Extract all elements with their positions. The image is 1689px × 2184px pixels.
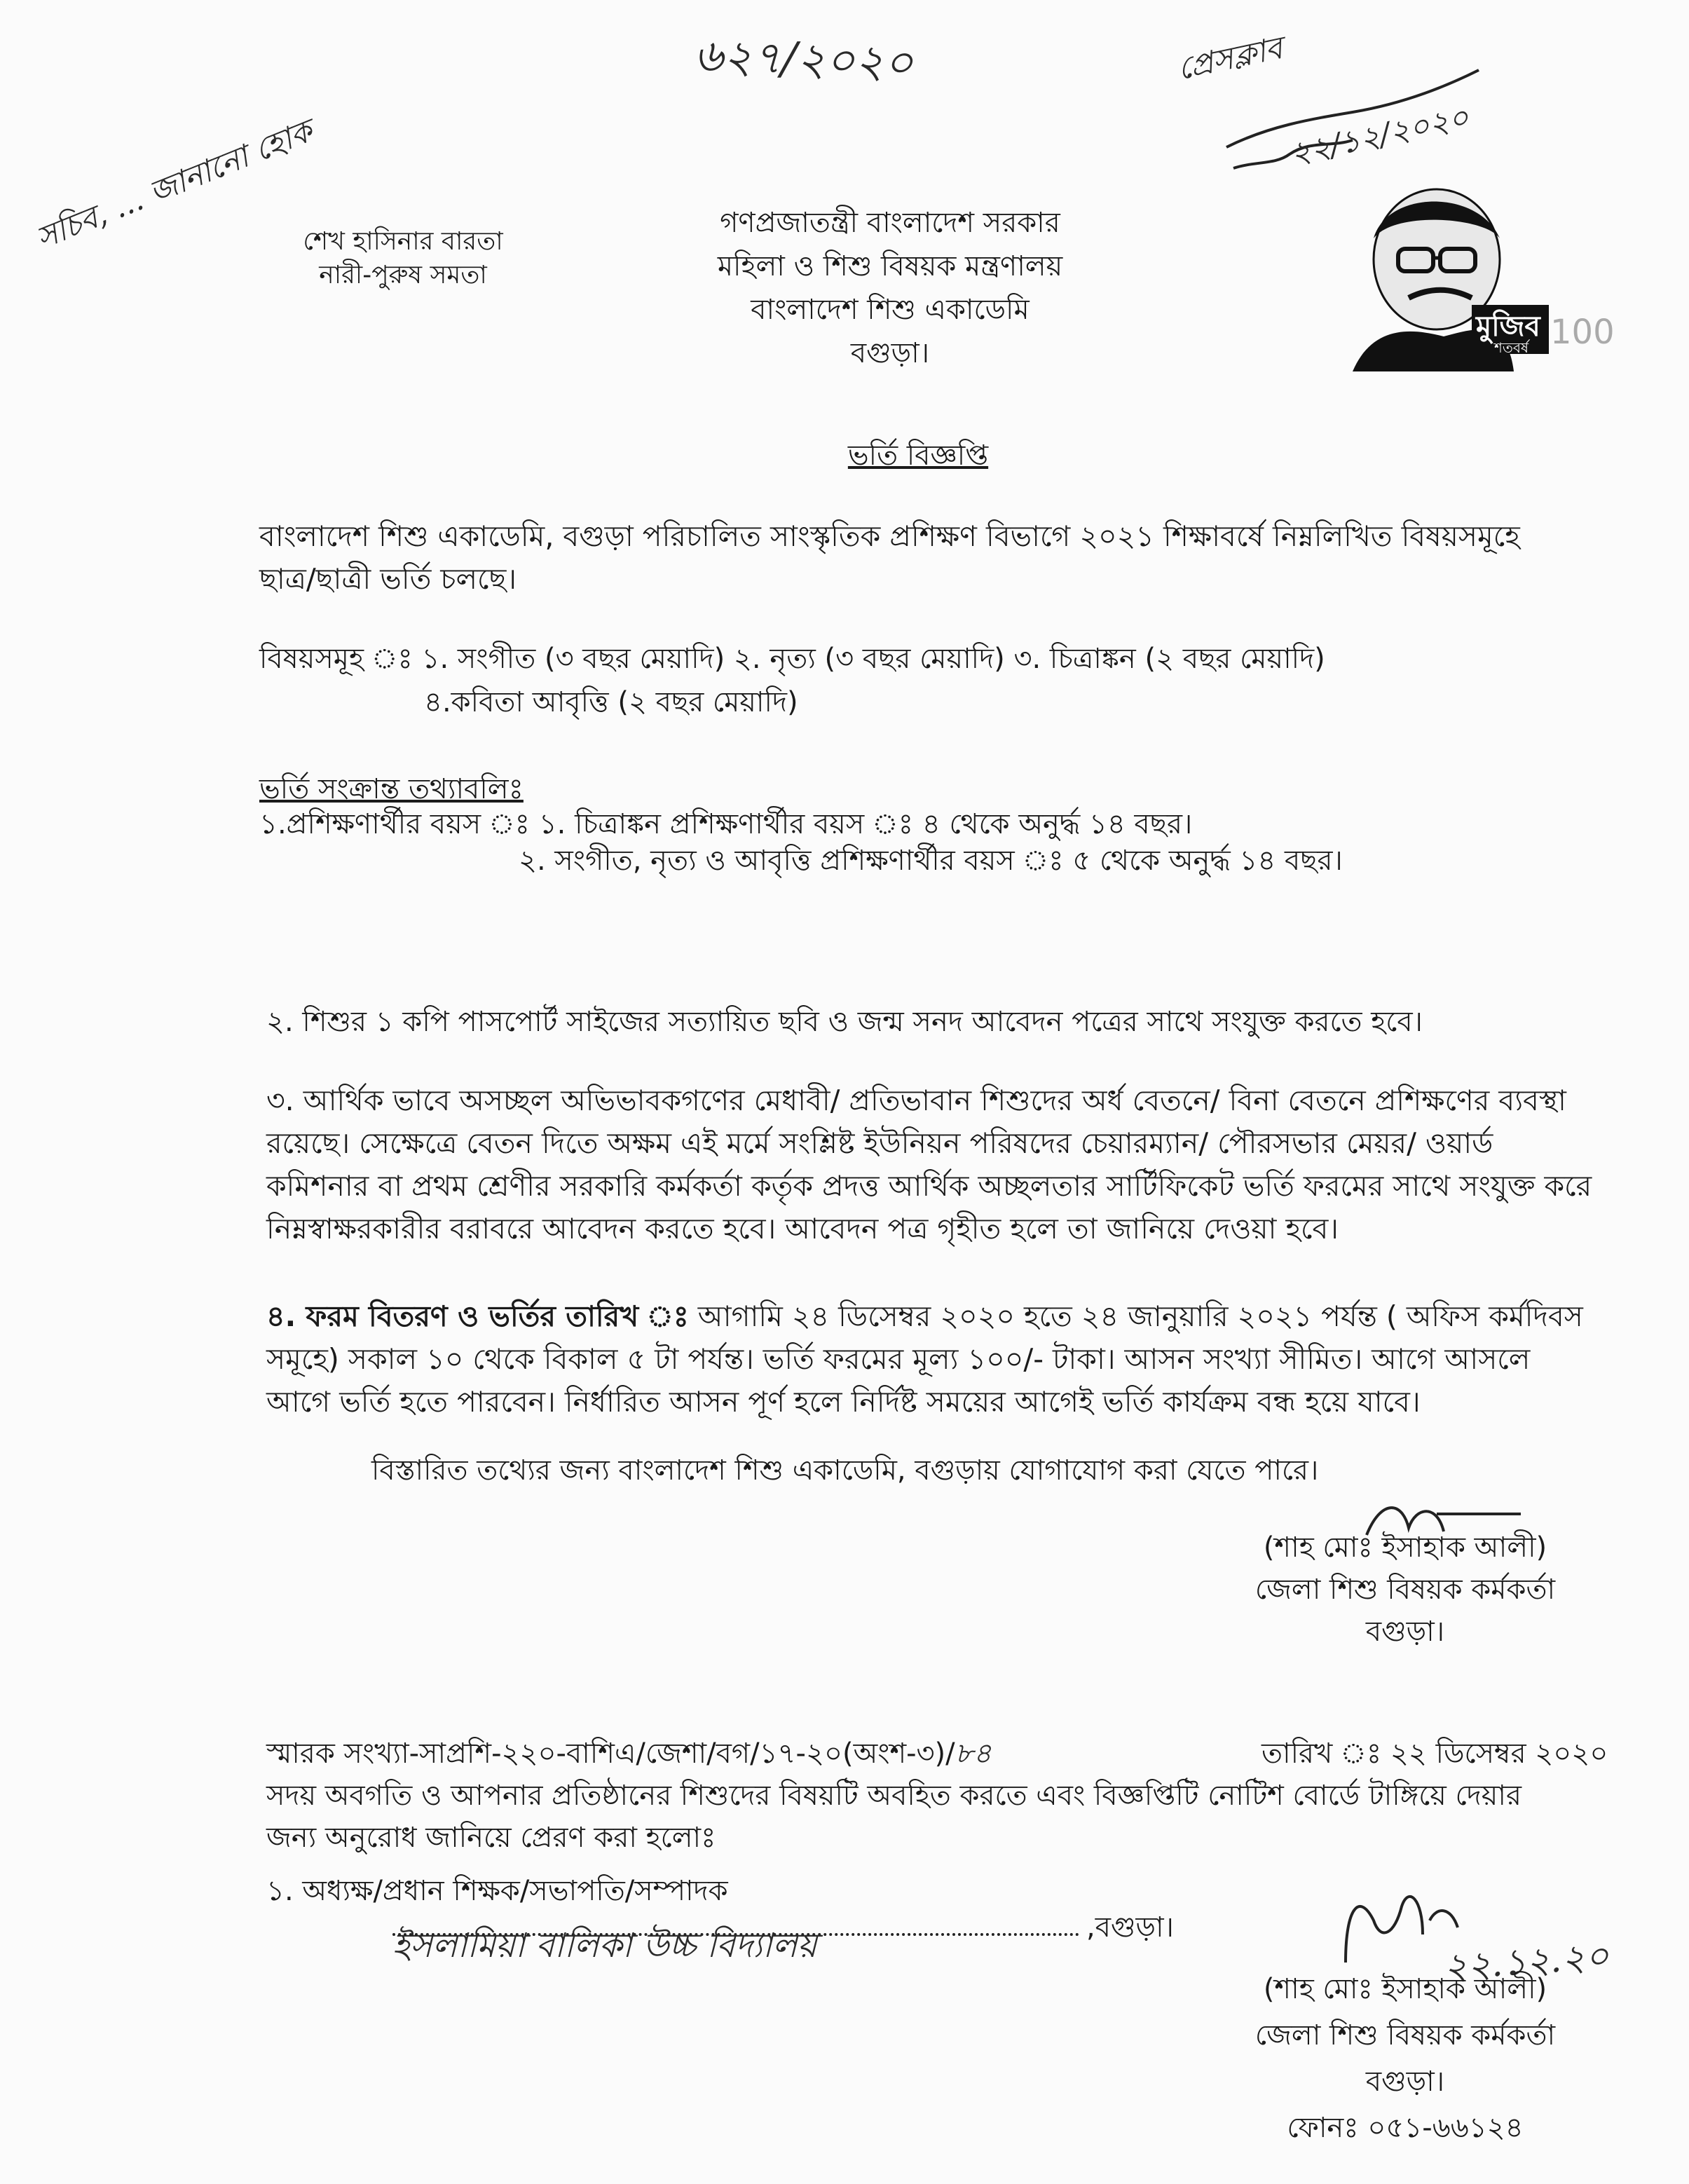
subjects-line-2: ৪.কবিতা আবৃত্তি (২ বছর মেয়াদি) [424, 686, 798, 718]
memo-recipient-handwritten: ইসলামিয়া বালিকা উচ্চ বিদ্যালয় [392, 1926, 817, 1965]
memo-number-text: স্মারক সংখ্যা-সাপ্রশি-২২০-বাশিএ/জেশা/বগ/১৭-২০(অংশ-৩)/ [266, 1738, 955, 1770]
point-2: ২. শিশুর ১ কপি পাসপোর্ট সাইজের সত্যায়িত ছবি ও জন্ম সনদ আবেদন পত্রের সাথে সংযুক্ত করতে হবে। [266, 1006, 1423, 1038]
signature-2-phone: ফোনঃ ০৫১-৬৬১২৪ [1287, 2112, 1524, 2144]
point-3-line-3: কমিশনার বা প্রথম শ্রেণীর সরকারি কর্মকর্তা কর্তৃক প্রদত্ত আর্থিক অচ্ছলতার সার্টিফিকেট ভর্তি ফরমের সাথে সংযুক্ত করে [266, 1169, 1592, 1203]
logo-label-100: 100 [1550, 313, 1615, 352]
point-3-line-2: রয়েছে। সেক্ষেত্রে বেতন দিতে অক্ষম এই মর্মে সংশ্লিষ্ট ইউনিয়ন পরিষদের চেয়ারম্যান/ পৌরসভার মেয়র/ ওয়ার্ড [266, 1126, 1493, 1160]
handwritten-date-top-right: ২২/১২/২০২০ [1287, 99, 1472, 172]
signature-1-place: বগুড়া। [1365, 1616, 1445, 1648]
info-heading: ভর্তি সংক্রান্ত তথ্যাবলিঃ [259, 773, 524, 805]
signature-2-name: (শাহ মোঃ ইসাহাক আলী) [1263, 1973, 1547, 2005]
point-4-paragraph [266, 1295, 1583, 1424]
handwritten-reference-number: ৬২৭/২০২০ [692, 29, 915, 90]
memo-line-2: জন্য অনুরোধ জানিয়ে প্রেরণ করা হলোঃ [266, 1822, 716, 1854]
contact-line: বিস্তারিত তথ্যের জন্য বাংলাদেশ শিশু একাডেমি, বগুড়ায় যোগাযোগ করা যেতে পারে। [371, 1454, 1319, 1487]
logo-label-mujib: মুজিব [1476, 310, 1540, 343]
point-4-label: ৪. ফরম বিতরণ ও ভর্তির তারিখ ঃ [266, 1299, 689, 1333]
signature-1-name: (শাহ মোঃ ইসাহাক আলী) [1263, 1531, 1547, 1564]
point-4-line-1-wrap [266, 1295, 1583, 1338]
signature-2-date-handwritten: ২২.১২.২০ [1442, 1934, 1611, 1989]
signature-2-designation: জেলা শিশু বিষয়ক কর্মকর্তা [1254, 2019, 1556, 2052]
slogan-line-1: শেখ হাসিনার বারতা [303, 227, 503, 256]
point-3-line-1: ৩. আর্থিক ভাবে অসচ্ছল অভিভাবকগণের মেধাবী/ প্রতিভাবান শিশুদের অর্ধ বেতনে/ বিনা বেতনে প্রশিক্ষণের ব্যবস্থা [266, 1084, 1566, 1117]
point-3-line-4: নিম্নস্বাক্ষরকারীর বরাবরে আবেদন করতে হবে। আবেদন পত্র গৃহীত হলে তা জানিয়ে দেওয়া হবে। [266, 1212, 1339, 1245]
header-district: বগুড়া। [850, 337, 930, 369]
page-title: ভর্তি বিজ্ঞপ্তি [847, 439, 989, 472]
header-ministry: মহিলা ও শিশু বিষয়ক মন্ত্রণালয় [717, 250, 1063, 282]
header-government: গণপ্রজাতন্ত্রী বাংলাদেশ সরকার [720, 207, 1060, 239]
intro-line-2: ছাত্র/ছাত্রী ভর্তি চলছে। [259, 562, 517, 596]
logo-label-shatabarsha: শতবর্ষ [1494, 339, 1529, 356]
info-age-line-2: ২. সংগীত, নৃত্য ও আবৃত্তি প্রশিক্ষণার্থীর বয়স ঃ ৫ থেকে অনুর্দ্ধ ১৪ বছর। [519, 845, 1343, 877]
signature-2-place: বগুড়া। [1365, 2066, 1445, 2098]
signature-1-designation: জেলা শিশু বিষয়ক কর্মকর্তা [1254, 1574, 1556, 1606]
memo-number-handwritten: ৮৪ [955, 1738, 992, 1770]
memo-recipient-place: ,বগুড়া। [1086, 1911, 1174, 1944]
memo-date: তারিখ ঃ ২২ ডিসেম্বর ২০২০ [1261, 1738, 1608, 1770]
handwritten-note-top-left: সচিব, ... জানানো হোক [31, 113, 318, 257]
header-academy: বাংলাদেশ শিশু একাডেমি [751, 294, 1030, 326]
intro-paragraph [259, 515, 1570, 601]
point-4-line-2: সমূহে) সকাল ১০ থেকে বিকাল ৫ টা পর্যন্ত। ভর্তি ফরমের মূল্য ১০০/- টাকা। আসন সংখ্যা সীমিত। আগে আসলে [266, 1342, 1531, 1376]
info-age-line-1: ১.প্রশিক্ষণার্থীর বয়স ঃ ১. চিত্রাঙ্কন প্রশিক্ষণার্থীর বয়স ঃ ৪ থেকে অনুর্দ্ধ ১৪ বছর। [259, 808, 1193, 840]
point-4-line-3: আগে ভর্তি হতে পারবেন। নির্ধারিত আসন পূর্ণ হলে নির্দিষ্ট সময়ের আগেই ভর্তি কার্যক্রম বন্ধ হয়ে যাবে। [266, 1385, 1421, 1419]
memo-recipient: ১. অধ্যক্ষ/প্রধান শিক্ষক/সভাপতি/সম্পাদক [266, 1875, 728, 1907]
mujib-100-logo [1332, 175, 1615, 371]
memo-number [266, 1734, 992, 1773]
point-3-paragraph [266, 1079, 1592, 1250]
subjects-line-1: বিষয়সমূহ ঃ ১. সংগীত (৩ বছর মেয়াদি) ২. নৃত্য (৩ বছর মেয়াদি) ৩. চিত্রাঙ্কন (২ বছর মেয়াদি) [259, 643, 1325, 675]
memo-line-1: সদয় অবগতি ও আপনার প্রতিষ্ঠানের শিশুদের বিষয়টি অবহিত করতে এবং বিজ্ঞপ্তিটি নোটিশ বোর্ডে টাঙ্গিয়ে দেয়ার [266, 1780, 1522, 1812]
point-4-line-1: আগামি ২৪ ডিসেম্বর ২০২০ হতে ২৪ জানুয়ারি ২০২১ পর্যন্ত ( অফিস কর্মদিবস [688, 1299, 1583, 1333]
intro-line-1: বাংলাদেশ শিশু একাডেমি, বগুড়া পরিচালিত সাংস্কৃতিক প্রশিক্ষণ বিভাগে ২০২১ শিক্ষাবর্ষে নিম্নলিখিত বিষয়সমূহে [259, 519, 1520, 553]
slogan-line-2: নারী-পুরুষ সমতা [319, 261, 487, 289]
handwritten-note-top-right: প্রেসক্লাব [1174, 29, 1286, 88]
